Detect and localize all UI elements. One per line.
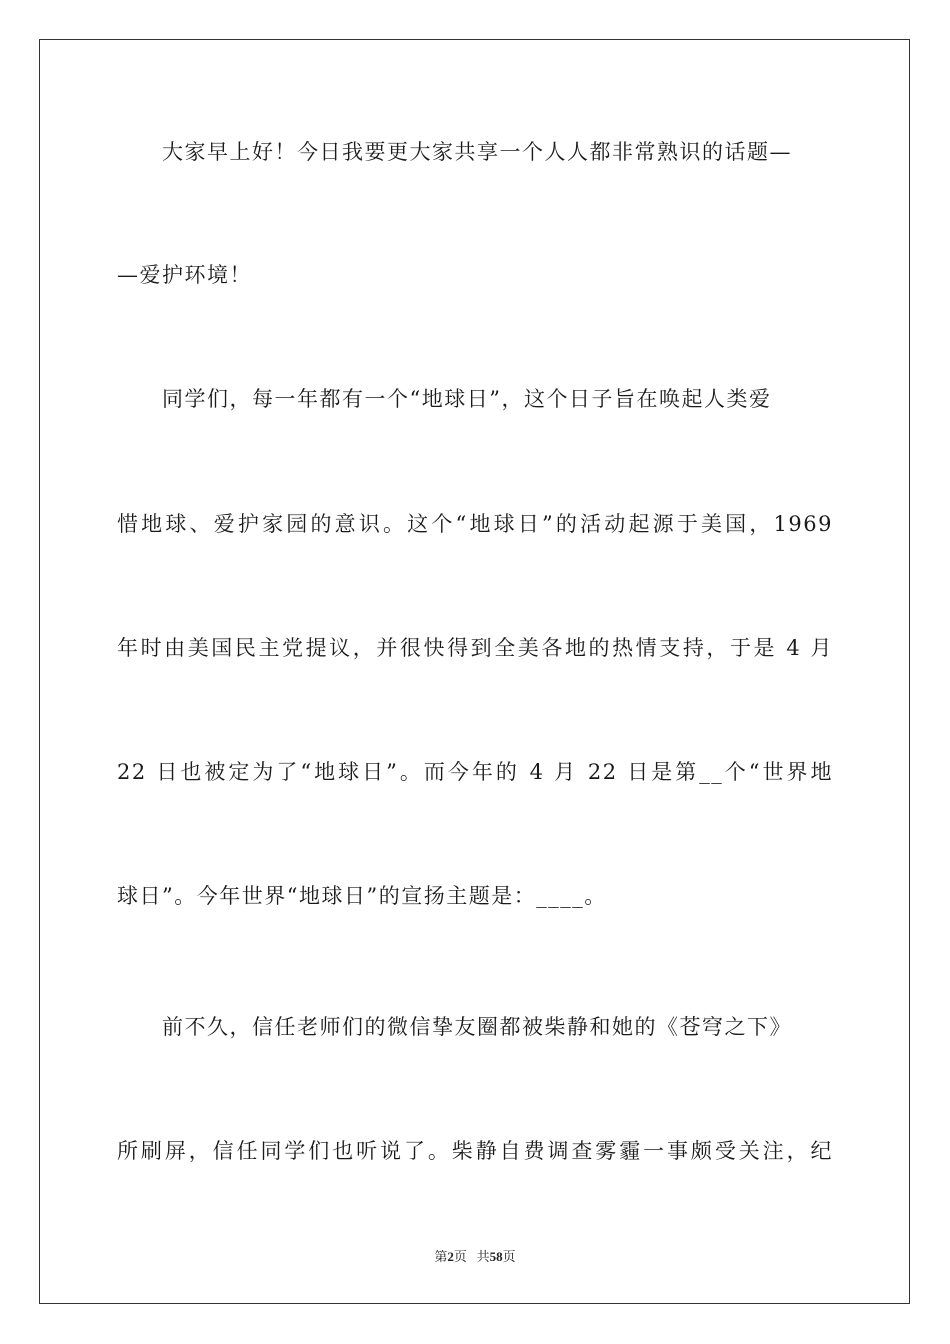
- paragraph-1-line-1: 大家早上好！今日我要更大家共享一个人人都非常熟识的话题—: [162, 140, 792, 164]
- footer-page-number: 2: [447, 1249, 454, 1264]
- paragraph-3-line-2: 所刷屏，信任同学们也听说了。柴静自费调查雾霾一事颇受关注，纪: [117, 1139, 833, 1163]
- footer-total-prefix: 共: [476, 1249, 490, 1264]
- paragraph-2-line-5: 球日”。今年世界“地球日”的宣扬主题是：____。: [117, 884, 607, 908]
- page-footer: [0, 1248, 950, 1266]
- footer-page-unit: 页: [453, 1249, 467, 1264]
- footer-total-pages: 58: [489, 1249, 503, 1264]
- footer-total-unit: 页: [502, 1249, 516, 1264]
- paragraph-2-line-4: 22 日也被定为了“地球日”。而今年的 4 月 22 日是第__个“世界地: [117, 760, 833, 784]
- paragraph-2-line-3: 年时由美国民主党提议，并很快得到全美各地的热情支持，于是 4 月: [117, 636, 833, 660]
- paragraph-2-line-2: 惜地球、爱护家园的意识。这个“地球日”的活动起源于美国，1969: [117, 512, 833, 536]
- paragraph-1-line-2: —爱护环境！: [117, 263, 252, 287]
- page-frame: [39, 39, 910, 1304]
- footer-prefix: 第: [434, 1249, 448, 1264]
- paragraph-3-line-1: 前不久，信任老师们的微信挚友圈都被柴静和她的《苍穹之下》: [162, 1015, 792, 1039]
- paragraph-2-line-1: 同学们，每一年都有一个“地球日”，这个日子旨在唤起人类爱: [162, 387, 772, 411]
